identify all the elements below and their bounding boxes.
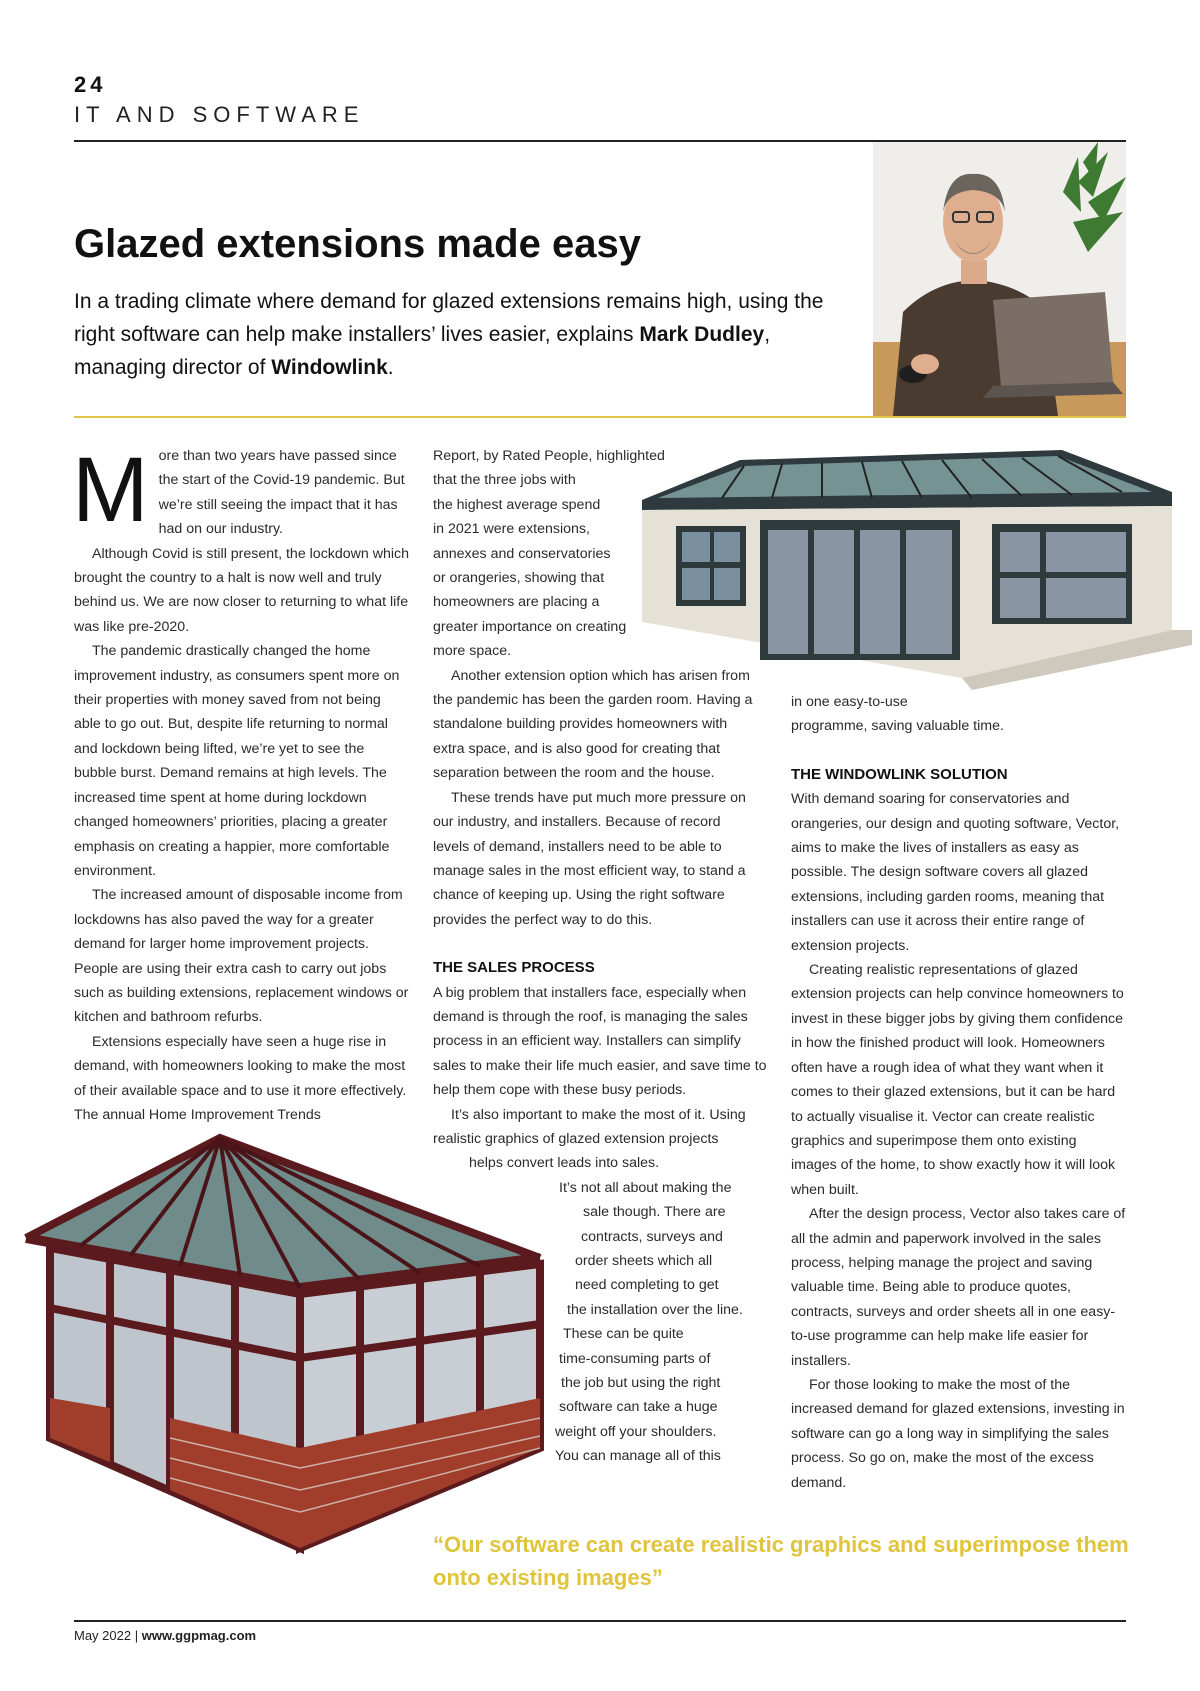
text-line: the highest average spend — [433, 496, 601, 513]
text-line: homeowners are placing a — [433, 594, 600, 611]
article-headline: Glazed extensions made easy — [74, 222, 641, 266]
text-line: These can be quite — [563, 1326, 684, 1343]
text-line: the job but using the right — [561, 1375, 721, 1392]
text-line: greater importance on creating — [433, 618, 627, 635]
paragraph: The increased amount of disposable income from lockdowns has also paved the way for a greater demand for larger home improvement projects. People are using their extra cash to carry out jobs such as building extensions, replacement windows or kitchen and bathroom refurbs. — [74, 887, 409, 1026]
text-line: the installation over the line. — [567, 1301, 743, 1318]
text-line: annexes and conservatories — [433, 545, 611, 562]
standfirst-text-mid: , managing director of — [74, 323, 771, 379]
text-line: order sheets which all — [575, 1253, 713, 1269]
paragraph: These trends have put much more pressure on our industry, and installers. Because of record levels of demand, installers need to be able to manage sales in the most efficient way, to stand a chance of keeping up. Using the right software provides the perfect way to do this. — [433, 789, 746, 928]
standfirst-divider — [74, 416, 1126, 418]
paragraph: The pandemic drastically changed the home improvement industry, as consumers spent more on their properties with money saved from not being able to go out. But, despite life returning to normal and lockdown being lifted, we’re yet to see the bubble burst. Demand remains at high levels. The increased time spent at home during lockdown changed homeowners’ priorities, placing a greater emphasis on creating a happier, more comfortable environment. — [74, 643, 400, 879]
text-line: It’s not all about making the — [559, 1179, 732, 1196]
drop-cap: M — [72, 439, 149, 541]
text-line: programme, saving valuable time. — [791, 718, 1004, 735]
text-line: in one easy-to-use — [791, 694, 908, 710]
paragraph: Creating realistic representations of glazed extension projects can help convince homeowners to invest in these bigger jobs by giving them confidence in how the finished product will look. Homeowners often have a rough idea of what they want when it comes to their glazed extensions, but it can be hard to actually visualise it. Vector can create realistic graphics and superimpose them onto existing images of the home, to show exactly how it will look when built. — [791, 962, 1124, 1198]
paragraph: It’s also important to make the most of it. Using realistic graphics of glazed extension projects — [433, 1106, 746, 1147]
website-link[interactable]: www.ggpmag.com — [141, 1628, 257, 1643]
text-line: You can manage all of this — [555, 1448, 721, 1465]
paragraph: Extensions especially have seen a huge rise in demand, with homeowners looking to make the most of their available space and to use it more effectively. The annual Home Improvement Trends — [74, 1033, 407, 1123]
text-line: Report, by Rated People, highlighted — [433, 448, 665, 464]
text-line: software can take a huge — [559, 1399, 718, 1416]
footer-divider — [74, 1620, 1126, 1622]
text-line: helps convert leads into sales. — [469, 1155, 660, 1172]
conservatory-render — [20, 1118, 580, 1558]
section-label: IT AND SOFTWARE — [74, 102, 365, 127]
author-name: Mark Dudley — [639, 323, 765, 346]
text-line: more space. — [433, 643, 512, 660]
company-name: Windowlink — [271, 356, 388, 379]
standfirst-text-end: . — [387, 356, 394, 379]
issue-date: May 2022 | — [74, 1628, 139, 1643]
text-line: or orangeries, showing that — [433, 570, 605, 587]
text-line: need completing to get — [575, 1277, 719, 1294]
text-line: contracts, surveys and — [581, 1228, 723, 1245]
standfirst-text: In a trading climate where demand for glazed extensions remains high, using the right software can help make installers’ lives easier, explains — [74, 290, 824, 346]
article-column-3 — [791, 690, 1126, 1495]
paragraph: With demand soaring for conservatories and orangeries, our design and quoting software, Vector, aims to make the lives of installers as easy as possible. The design software covers all glazed extensions, including garden rooms, meaning that installers can use it across their entire range of extension projects. — [791, 791, 1120, 954]
page-number: 24 — [74, 72, 107, 97]
text-line: sale though. There are — [583, 1204, 726, 1221]
paragraph: Another extension option which has arisen from the pandemic has been the garden room. Having a standalone building provides homeowners with extra space, and is also good for creating that separation between the room and the house. — [433, 667, 753, 782]
footer — [74, 1628, 256, 1643]
pull-quote: “Our software can create realistic graphics and superimpose them onto existing images” — [433, 1532, 1129, 1590]
paragraph: ore than two years have passed since the start of the Covid-19 pandemic. But we’re still seeing the impact that it has had on our industry. — [158, 448, 405, 538]
subhead-sales-process: THE SALES PROCESS — [433, 959, 595, 977]
paragraph: A big problem that installers face, especially when demand is through the roof, is managing the sales process in an efficient way. Installers can simplify sales to make their life much easier, and save time to help them cope with these busy periods. — [433, 984, 767, 1099]
subhead-windowlink-solution: THE WINDOWLINK SOLUTION — [791, 765, 1008, 783]
text-line: weight off your shoulders. — [555, 1423, 717, 1440]
paragraph: After the design process, Vector also takes care of all the admin and paperwork involved in the sales process, helping manage the project and saving valuable time. Being able to produce quotes, contracts, surveys and order sheets all in one easy-to-use programme can help make life easier for installers. — [791, 1206, 1126, 1369]
paragraph: Although Covid is still present, the lockdown which brought the country to a halt is now well and truly behind us. We are now closer to returning to what life was like pre-2020. — [74, 545, 410, 635]
garden-room-render — [632, 440, 1192, 710]
text-line: that the three jobs with — [433, 472, 576, 489]
author-photo — [873, 142, 1126, 416]
article-standfirst — [74, 285, 854, 384]
text-line: time-consuming parts of — [559, 1350, 711, 1367]
article-column-1 — [72, 439, 410, 1127]
text-line: in 2021 were extensions, — [433, 521, 590, 538]
paragraph: For those looking to make the most of the increased demand for glazed extensions, investing in software can go a long way in simplifying the sales process. So go on, make the most of the excess demand. — [791, 1376, 1125, 1491]
